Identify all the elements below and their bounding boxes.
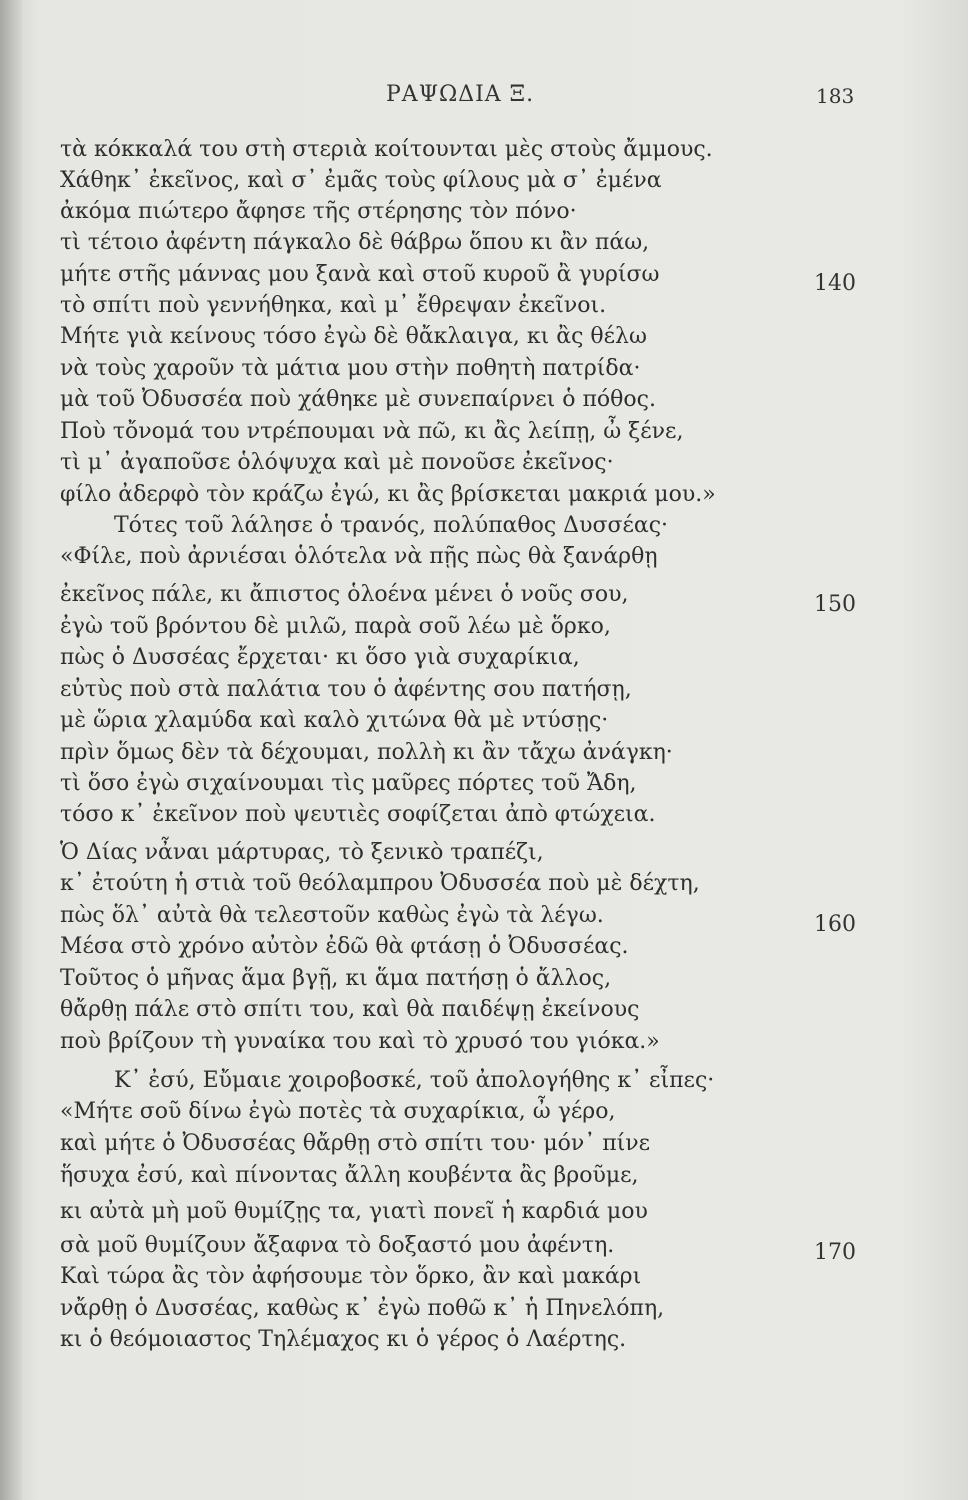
verse-line: μὰ τοῦ Ὀδυσσέα ποὺ χάθηκε μὲ συνεπαίρνει ὁ πόθος. — [60, 387, 656, 412]
verse-line: θἄρθῃ πάλε στὸ σπίτι του, καὶ θὰ παιδέψῃ ἐκείνους — [60, 997, 640, 1022]
verse-line: Μέσα στὸ χρόνο αὐτὸν ἐδῶ θὰ φτάσῃ ὁ Ὀδυσσέας. — [60, 934, 629, 959]
verse-line: μήτε στῆς μάννας μου ξανὰ καὶ στοῦ κυροῦ ἂ γυρίσω — [60, 262, 660, 287]
verse-line: κι ὁ θεόμοιαστος Τηλέμαχος κι ὁ γέρος ὁ Λαέρτης. — [60, 1327, 627, 1352]
verse-line: τὶ ὅσο ἐγὼ σιχαίνουμαι τὶς μαῦρες πόρτες τοῦ Ἄδη, — [60, 771, 637, 796]
verse-line: ἥσυχα ἐσύ, καὶ πίνοντας ἄλλη κουβέντα ἂς βροῦμε, — [60, 1163, 639, 1188]
line-number: 160 — [814, 912, 856, 937]
verse-line: κι αὐτὰ μὴ μοῦ θυμίζῃς τα, γιατὶ πονεῖ ἡ καρδιά μου — [60, 1199, 648, 1224]
verse-line: ἐγὼ τοῦ βρόντου δὲ μιλῶ, παρὰ σοῦ λέω μὲ ὅρκο, — [60, 614, 611, 639]
line-number: 150 — [814, 592, 856, 617]
verse-line: «Μήτε σοῦ δίνω ἐγὼ ποτὲς τὰ συχαρίκια, ὦ γέρο, — [60, 1099, 616, 1124]
verse-line: ἐκεῖνος πάλε, κι ἄπιστος ὁλοένα μένει ὁ νοῦς σου, — [60, 582, 629, 607]
verse-line: τὶ τέτοιο ἀφέντη πάγκαλο δὲ θάβρω ὅπου κι ἂν πάω, — [60, 230, 650, 255]
verse-line: τὰ κόκκαλά του στὴ στεριὰ κοίτουνται μὲς στοὺς ἄμμους. — [60, 137, 713, 162]
verse-line: τὸ σπίτι ποὺ γεννήθηκα, καὶ μ᾽ ἔθρεψαν ἐκεῖνοι. — [60, 293, 607, 318]
verse-line: Ὁ Δίας νἆναι μάρτυρας, τὸ ξενικὸ τραπέζι, — [60, 840, 544, 865]
verse-line: «Φίλε, ποὺ ἀρνιέσαι ὁλότελα νὰ πῇς πὼς θὰ ξανάρθῃ — [60, 544, 658, 569]
verse-line: πρὶν ὅμως δὲν τὰ δέχουμαι, πολλὴ κι ἂν τἄχω ἀνάγκη· — [60, 740, 673, 765]
verse-line: σὰ μοῦ θυμίζουν ἄξαφνα τὸ δοξαστό μου ἀφέντη. — [60, 1233, 615, 1258]
verse-line: μὲ ὥρια χλαμύδα καὶ καλὸ χιτώνα θὰ μὲ ντύσῃς· — [60, 708, 609, 733]
verse-line: πὼς ὅλ᾽ αὐτὰ θὰ τελεστοῦν καθὼς ἐγὼ τὰ λέγω. — [60, 903, 604, 928]
page-number: 183 — [816, 84, 855, 108]
line-number: 140 — [814, 271, 856, 296]
running-head: ΡΑΨΩΔΙΑ Ξ. — [386, 82, 535, 107]
verse-line: Χάθηκ᾽ ἐκεῖνος, καὶ σ᾽ ἐμᾶς τοὺς φίλους μὰ σ᾽ ἐμένα — [60, 168, 662, 193]
verse-line: Τότες τοῦ λάλησε ὁ τρανός, πολύπαθος Δυσσέας· — [114, 513, 669, 538]
verse-line: Τοῦτος ὁ μῆνας ἅμα βγῇ, κι ἅμα πατήσῃ ὁ ἄλλος, — [60, 966, 612, 991]
verse-line: Μήτε γιὰ κείνους τόσο ἐγὼ δὲ θἄκλαιγα, κι ἂς θέλω — [60, 324, 647, 349]
verse-line: Ποὺ τὄνομά του ντρέπουμαι νὰ πῶ, κι ἂς λείπῃ, ὦ ξένε, — [60, 419, 684, 444]
verse-line: φίλο ἀδερφὸ τὸν κράζω ἐγώ, κι ἂς βρίσκεται μακριά μου.» — [60, 482, 716, 507]
verse-line: κ᾽ ἐτούτη ἡ στιὰ τοῦ θεόλαμπρου Ὀδυσσέα ποὺ μὲ δέχτη, — [60, 871, 700, 896]
verse-line: τόσο κ᾽ ἐκεῖνον ποὺ ψευτιὲς σοφίζεται ἀπὸ φτώχεια. — [60, 802, 656, 827]
verse-line: Καὶ τώρα ἂς τὸν ἀφήσουμε τὸν ὅρκο, ἂν καὶ μακάρι — [60, 1264, 642, 1289]
verse-line: νὰ τοὺς χαροῦν τὰ μάτια μου στὴν ποθητὴ πατρίδα· — [60, 356, 641, 381]
line-number: 170 — [814, 1240, 856, 1265]
verse-line: νἄρθῃ ὁ Δυσσέας, καθὼς κ᾽ ἐγὼ ποθῶ κ᾽ ἡ Πηνελόπη, — [60, 1296, 665, 1321]
verse-line: πὼς ὁ Δυσσέας ἔρχεται· κι ὅσο γιὰ συχαρίκια, — [60, 645, 580, 670]
verse-line: Κ᾽ ἐσύ, Εὔμαιε χοιροβοσκέ, τοῦ ἀπολογήθης κ᾽ εἶπες· — [114, 1068, 715, 1093]
verse-line: ἀκόμα πιώτερο ἄφησε τῆς στέρησης τὸν πόνο· — [60, 199, 577, 224]
verse-line: εὐτὺς ποὺ στὰ παλάτια του ὁ ἀφέντης σου πατήσῃ, — [60, 677, 632, 702]
page-gutter-shadow — [0, 0, 22, 1500]
verse-line: τὶ μ᾽ ἀγαποῦσε ὁλόψυχα καὶ μὲ πονοῦσε ἐκεῖνος· — [60, 450, 614, 475]
verse-line: καὶ μήτε ὁ Ὀδυσσέας θἄρθῃ στὸ σπίτι του· μόν᾽ πίνε — [60, 1131, 651, 1156]
verse-line: ποὺ βρίζουν τὴ γυναίκα του καὶ τὸ χρυσό του γιόκα.» — [60, 1029, 660, 1054]
